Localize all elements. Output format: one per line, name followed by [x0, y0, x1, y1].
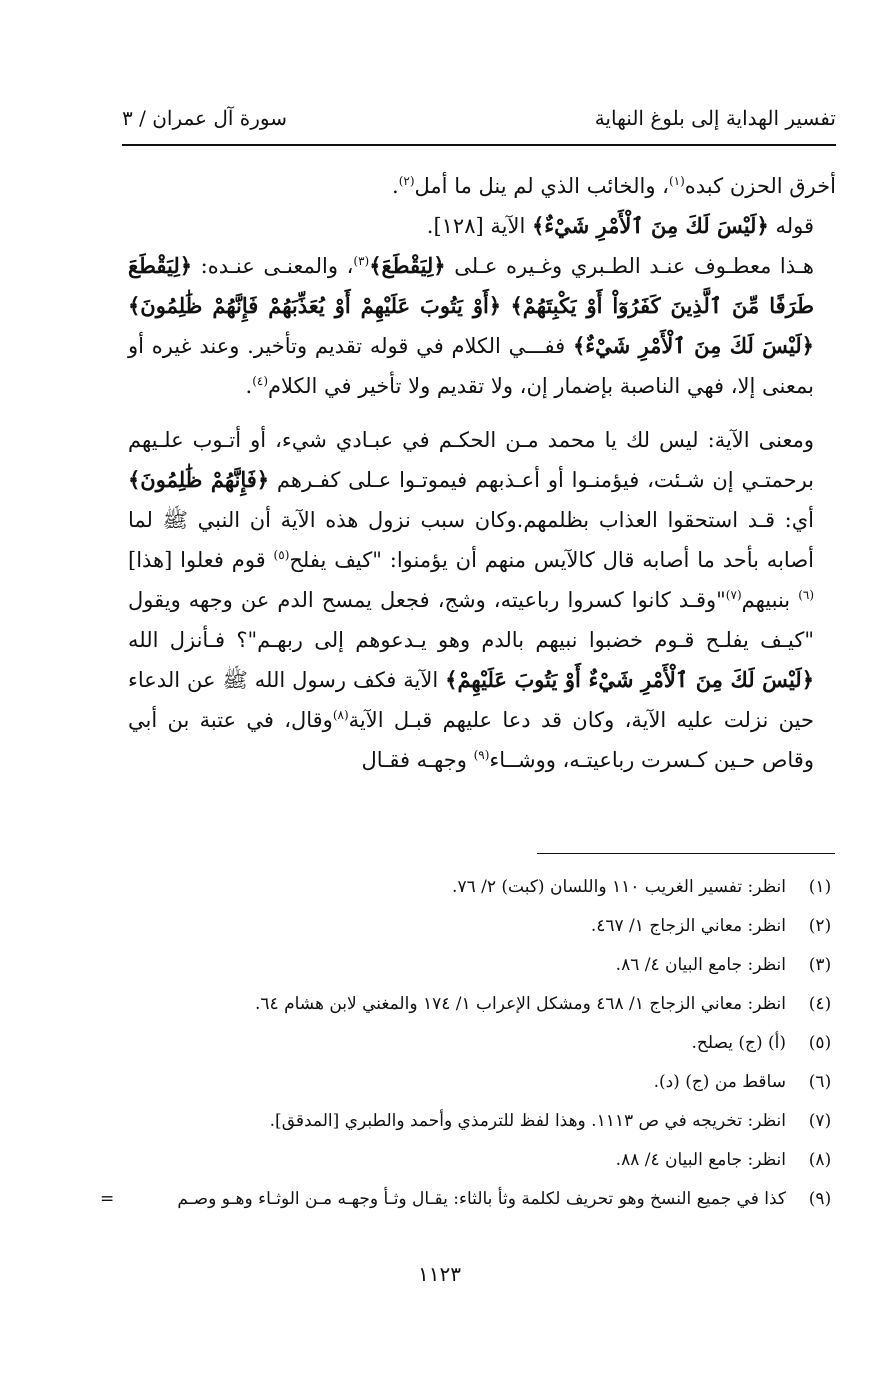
- footnote-item: [100, 985, 840, 1024]
- footnote-item: [100, 1102, 840, 1141]
- footnote-text: انظر: جامع البيان ٤/ ٨٨.: [615, 1150, 786, 1170]
- footnote-number: (٣): [808, 955, 832, 975]
- footnote-ref: (٩): [473, 748, 490, 762]
- footnote-item: [100, 946, 840, 985]
- quran-quote: ﴿لَيْسَ لَكَ مِنَ ٱلْأَمْرِ شَيْءٌ أَوْ يَتُوبَ عَلَيْهِمْ﴾: [445, 667, 814, 692]
- footnote-text: انظر: تفسير الغريب ١١٠ واللسان (كبت) ٢/ ٧٦.: [452, 877, 786, 897]
- paragraph-4: ومعنى الآية: ليس لك يا محمد مـن الحكـم في عبـادي شيء، أو أتـوب علـيهم برحمتـي إن شـئت، فيؤمنـوا أو أعـذبهم فيموتـوا عـلى كفـرهم ﴿فَإِنَّهُمْ ظَٰلِمُونَ﴾ أي: قـد استحقوا العذاب بظلمهم.وكان سبب نزول هذه الآية أن النبي ﷺ لما أصابه بأحد ما أصابه قال كالآيس منهم أن يؤمنوا: "كيف يفلح$^{(٥)}$ قوم فعلوا [هذا]$^{(٦)}$ بنبيهم$^{(٧)}$"وقـد كانوا كسروا رباعيته، وشج، فجعل يمسح الدم عن وجهه ويقول "كيـف يفلـح قـوم خضبوا نبيهم بالدم وهو يـدعوهم إلى ربهـم"؟ فـأنزل الله ﴿لَيْسَ لَكَ مِنَ ٱلْأَمْرِ شَيْءٌ أَوْ يَتُوبَ عَلَيْهِمْ﴾ الآية فكف رسول الله ﷺ عن الدعاء حين نزلت عليه الآية، وكان قد دعا عليهم قبـل الآية$^{(٨)}$وقال، في عتبة بن أبي وقاص حـين كـسرت رباعيتـه، ووشــاء$^{(٩)}$ وجهـه فقـال: [128, 428, 815, 772]
- footnote-ref: (٨): [332, 708, 349, 722]
- footnote-ref: (٥): [273, 548, 290, 562]
- main-text: [128, 166, 836, 780]
- footnote-item: [100, 907, 840, 946]
- paragraph-1: أخرق الحزن كبده$^{(١)}$، والخائب الذي لم ينل ما أمل$^{(٢)}$.: [392, 174, 836, 198]
- footnote-text: انظر: جامع البيان ٤/ ٨٦.: [615, 955, 786, 975]
- footnote-ref: (٣): [353, 254, 370, 268]
- page-number: ١١٢٣: [418, 1262, 461, 1286]
- footnote-ref: (٢): [398, 174, 415, 188]
- footnote-number: (٦): [808, 1072, 832, 1092]
- paragraph-2: قوله ﴿لَيْسَ لَكَ مِنَ ٱلْأَمْرِ شَيْءٌ﴾ الآية [١٢٨].: [426, 213, 814, 238]
- quran-quote: ﴿لِيَقْطَعَ طَرَفًا مِّنَ ٱلَّذِينَ كَفَرُوٓاْ أَوْ يَكْبِتَهُمْ﴾: [128, 253, 814, 318]
- quran-quote: ﴿لَيْسَ لَكَ مِنَ ٱلْأَمْرِ شَيْءٌ﴾: [531, 213, 769, 238]
- paragraph-3: هـذا معطـوف عنـد الطـبري وغـيره عـلى ﴿لِيَقْطَعَ﴾$^{(٣)}$، والمعنـى عنـده: ﴿لِيَقْطَعَ طَرَفًا مِّنَ ٱلَّذِينَ كَفَرُوٓاْ أَوْ يَكْبِتَهُمْ﴾ ﴿أَوْ يَتُوبَ عَلَيْهِمْ أَوْ يُعَذِّبَهُمْ فَإِنَّهُمْ ظَٰلِمُونَ﴾ ﴿لَيْسَ لَكَ مِنَ ٱلْأَمْرِ شَيْءٌ﴾ ففـــي الكلام في قوله تقديم وتأخير. وعند غيره أو بمعنى إلا، فهي الناصبة بإضمار إن، ولا تقديم ولا تأخير في الكلام$^{(٤)}$.: [128, 253, 814, 398]
- quran-quote: ﴿فَإِنَّهُمْ ظَٰلِمُونَ﴾: [128, 467, 270, 492]
- footnote-number: (١): [808, 877, 832, 897]
- footnote-item: [100, 868, 840, 907]
- footnote-text: انظر: معاني الزجاج ١/ ٤٦٨ ومشكل الإعراب ١/ ١٧٤ والمغني لابن هشام ٦٤.: [255, 994, 786, 1014]
- footnote-number: (٧): [808, 1111, 832, 1131]
- footnote-number: (٨): [808, 1150, 832, 1170]
- footnote-ref: (٧): [725, 588, 742, 602]
- footnote-text: انظر: معاني الزجاج ١/ ٤٦٧.: [590, 916, 786, 936]
- footnote-text: ساقط من (ج) (د).: [653, 1072, 786, 1092]
- footnote-ref: (٤): [252, 374, 269, 388]
- footnote-number: (٥): [808, 1033, 832, 1053]
- footnote-item: [100, 1180, 840, 1219]
- book-title: تفسير الهداية إلى بلوغ النهاية: [594, 106, 836, 130]
- quran-quote: ﴿أَوْ يَتُوبَ عَلَيْهِمْ أَوْ يُعَذِّبَهُمْ فَإِنَّهُمْ ظَٰلِمُونَ﴾: [128, 293, 502, 318]
- footnote-number: (٩): [808, 1189, 832, 1209]
- footnote-text: كذا في جميع النسخ وهو تحريف لكلمة وثأ بالثاء: يقـال وثـأ وجهـه مـن الوثـاء وهـو وصـم: [177, 1189, 786, 1209]
- header-rule: [122, 144, 836, 146]
- footnote-item: [100, 1024, 840, 1063]
- footnote-item: [100, 1063, 840, 1102]
- quran-quote: ﴿لِيَقْطَعَ﴾: [369, 253, 446, 278]
- footnotes: [100, 868, 840, 1219]
- footnote-number: (٤): [808, 994, 832, 1014]
- footnote-rule: [537, 853, 835, 854]
- footnote-text: انظر: تخريجه في ص ١١١٣. وهذا لفظ للترمذي وأحمد والطبري [المدقق].: [269, 1111, 786, 1131]
- footnote-number: (٢): [808, 916, 832, 936]
- footnote-ref: (١): [668, 174, 685, 188]
- footnote-text: (أ) (ج) يصلح.: [691, 1033, 786, 1053]
- quran-quote: ﴿لَيْسَ لَكَ مِنَ ٱلْأَمْرِ شَيْءٌ﴾: [572, 333, 814, 358]
- footnote-item: [100, 1141, 840, 1180]
- surah-label: سورة آل عمران / ٣: [122, 106, 288, 130]
- footnote-ref: (٦): [798, 588, 815, 602]
- running-header: [122, 106, 836, 136]
- continuation-mark: =: [100, 1189, 115, 1209]
